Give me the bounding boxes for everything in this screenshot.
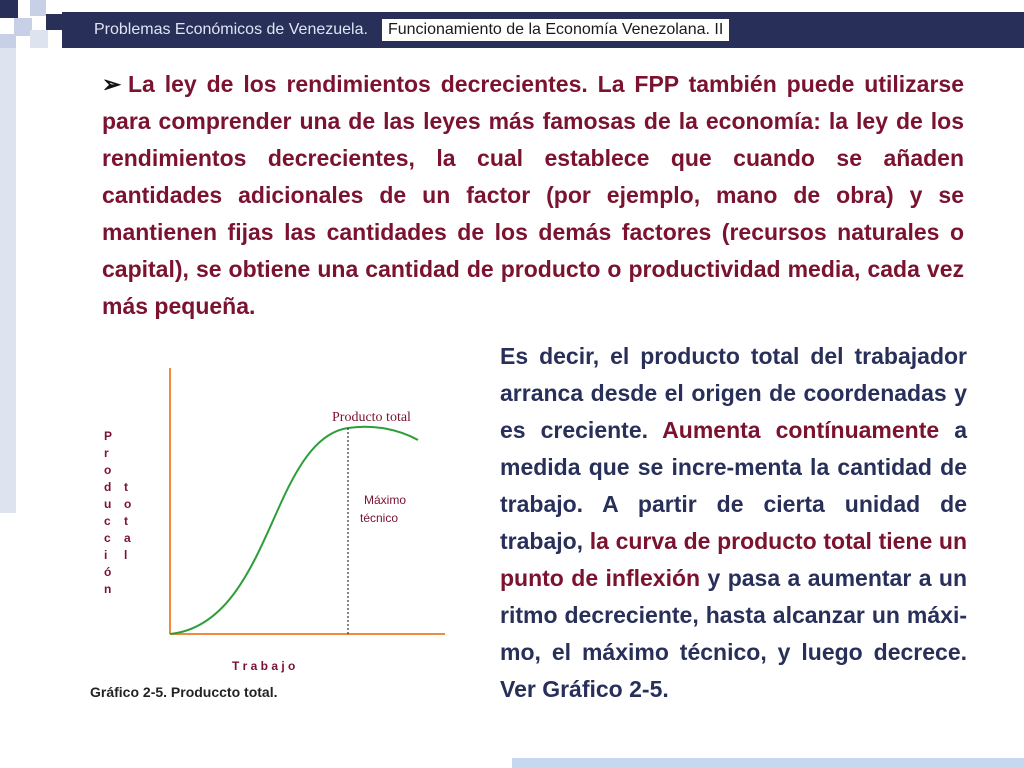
paragraph-ley-rendimientos: [102, 66, 964, 325]
paragraph2-part1: Es decir, el producto total del trabajador arranca desde el origen de coordenadas y es creciente.: [500, 343, 967, 443]
y-axis-letter: t: [124, 480, 128, 494]
arrow-bullet-icon: ➢: [102, 71, 122, 97]
bottom-band: [512, 758, 1024, 768]
y-axis-letter: P: [104, 429, 113, 443]
y-axis-letter: u: [104, 497, 112, 511]
curve-label: Producto total: [332, 410, 411, 425]
paragraph2-part5: y pasa a aumentar a un ritmo decreciente, hasta alcanzar un máxi-mo, el máximo técnico, y luego decrece. Ver Gráfico 2-5.: [500, 565, 968, 702]
paragraph1-text: La ley de los rendimientos decrecientes. La FPP también puede utilizarse para comprender una de las leyes más famosas de la economía: la ley de los rendimientos decrecientes, la cual establece que cuando se añaden cantidades adicionales de un factor (por ejemplo, mano de obra) y se mantienen fijas las cantidades de los demás factores (recursos naturales o capital), se obtiene una cantidad de producto o productividad media, cada vez más pequeña.: [102, 71, 964, 319]
y-axis-letter: c: [104, 514, 111, 528]
x-axis-label: T r a b a j o: [232, 659, 296, 673]
y-axis-letter: i: [104, 548, 108, 562]
y-axis-letter: ó: [104, 565, 112, 579]
y-axis-letter: o: [124, 497, 132, 511]
left-band: [0, 48, 16, 513]
paragraph-producto-total: [500, 338, 967, 708]
y-axis-letter: d: [104, 480, 112, 494]
y-axis-letter: c: [104, 531, 111, 545]
y-axis-letter: l: [124, 548, 128, 562]
y-axis-letter: o: [104, 463, 112, 477]
deco-square: [46, 14, 62, 30]
deco-square: [30, 0, 46, 16]
y-axis-label-produccion: [104, 429, 112, 596]
max-label-1: Máximo: [364, 493, 407, 507]
y-axis-label-total: [124, 480, 131, 562]
y-axis-letter: t: [124, 514, 128, 528]
title-bar: [62, 12, 1024, 48]
max-label-2: técnico: [360, 511, 399, 525]
total-product-curve: [170, 427, 418, 634]
deco-square: [0, 0, 18, 18]
header-subtitle: Funcionamiento de la Economía Venezolana. II: [382, 19, 729, 41]
deco-square: [0, 34, 16, 48]
deco-square: [30, 30, 48, 48]
paragraph2-part4: la curva de producto total tiene un punto de inflexión: [500, 528, 968, 591]
product-total-graph: [60, 360, 460, 682]
y-axis-letter: r: [104, 446, 109, 460]
graph-caption: Gráfico 2-5. Produccto total.: [90, 684, 278, 700]
paragraph2-part2: Aumenta contínuamente: [662, 417, 940, 443]
header-title: Problemas Económicos de Venezuela.: [94, 21, 368, 38]
y-axis-letter: a: [124, 531, 131, 545]
y-axis-letter: n: [104, 582, 112, 596]
paragraph2-part3: a medida que se incre-menta la cantidad de trabajo. A partir de cierta unidad de trabajo,: [500, 417, 967, 554]
